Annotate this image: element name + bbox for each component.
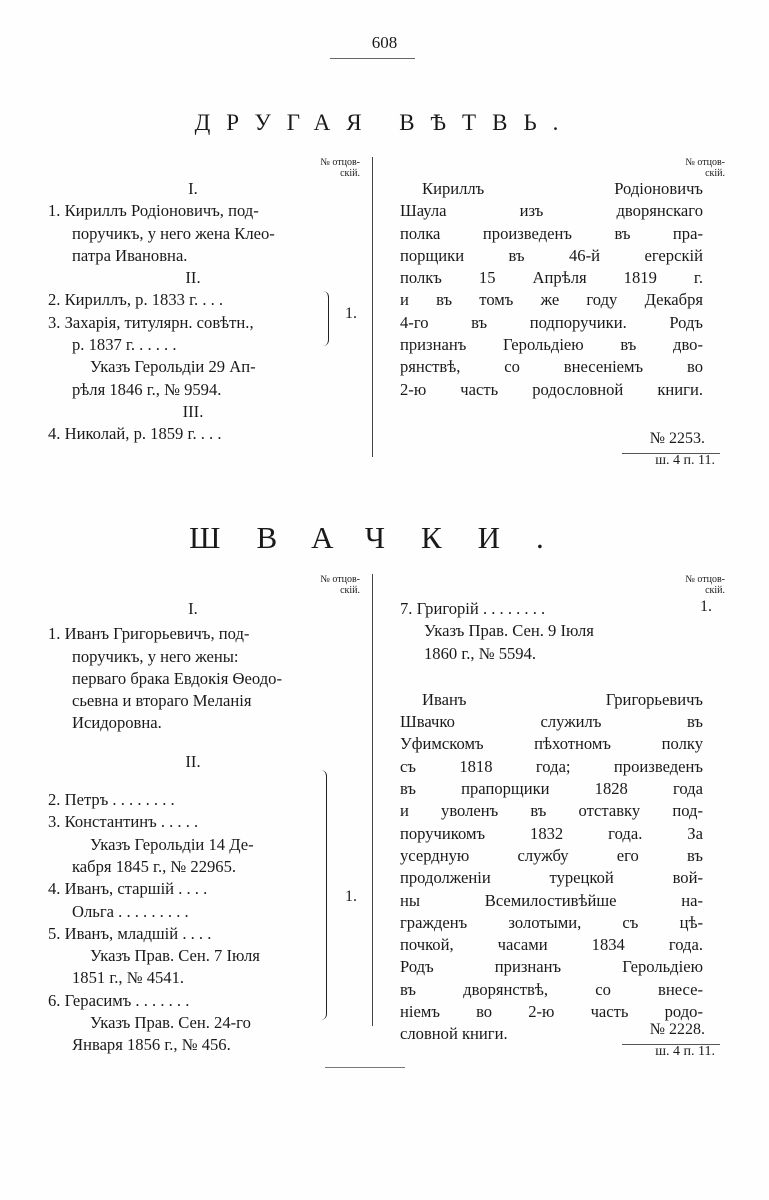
entry-text: сьевна и втораго Меланія	[72, 691, 252, 711]
entry-text: 4. Николай, р. 1859 г. . . .	[48, 424, 222, 444]
decree-text: Указъ Герольдіи 14 Де-	[90, 834, 254, 854]
brace-2	[320, 770, 327, 1020]
otc-label-left-1: № отцов- скій.	[320, 157, 360, 179]
bio-line: продолженіи турецкой вой-	[400, 868, 703, 888]
father-ref-1: 1.	[345, 305, 357, 322]
section-title-other-branch: ДРУГАЯ ВѢТВЬ.	[194, 110, 575, 135]
brace-1	[322, 291, 329, 346]
bio-line: въ прапорщики 1828 года	[400, 779, 703, 799]
register-number-1: № 2253.	[649, 430, 705, 447]
bio-line: порщики въ 46-й егерскій	[400, 245, 703, 265]
column-divider-1	[372, 157, 373, 457]
page-number-rule	[330, 58, 415, 59]
bio-line: Кириллъ Родіоновичъ	[422, 179, 703, 198]
otc-label-left-2: № отцов- скій.	[320, 574, 360, 596]
decree-text: рѣля 1846 г., № 9594.	[72, 379, 222, 399]
register-number-2: № 2228.	[649, 1021, 705, 1038]
bio-line: ны Всемилостивѣйше на-	[400, 890, 703, 910]
bio-line: Иванъ Григорьевичъ	[422, 689, 703, 709]
generation-heading: II.	[185, 268, 201, 288]
entry-text: 2. Петръ . . . . . . . .	[48, 790, 175, 810]
entry-text: 2. Кириллъ, р. 1833 г. . . .	[48, 290, 224, 310]
generation-heading: III.	[182, 401, 204, 421]
entry-text: поручикъ, у него жена Клео-	[72, 223, 275, 243]
genealogy-left-1	[48, 178, 338, 446]
end-rule	[325, 1067, 405, 1068]
father-ref-7: 1.	[700, 598, 712, 615]
bio-line: усердную службу его въ	[400, 845, 703, 865]
generation-heading: II.	[185, 751, 201, 771]
entry-text: 5. Иванъ, младшій . . . .	[48, 923, 212, 943]
bio-line: почкой, часами 1834 года.	[400, 935, 703, 955]
bio-line: полка произведенъ въ пра-	[400, 223, 703, 243]
generation-heading: I.	[188, 179, 198, 198]
bio-line: гражденъ золотыми, съ цѣ-	[400, 912, 703, 932]
entry-text: 1. Иванъ Григорьевичъ, под-	[48, 624, 250, 644]
bio-line: ніемъ во 2-ю часть родо-	[400, 1002, 703, 1022]
entry-text: р. 1837 г. . . . . .	[72, 335, 177, 355]
entry-text: Ольга . . . . . . . . .	[72, 901, 189, 921]
column-divider-2	[372, 574, 373, 1026]
bio-line: Швачко служилъ въ	[400, 712, 703, 732]
genealogy-left-2	[48, 598, 338, 1057]
page-number: 608	[371, 33, 398, 52]
otc-label-right-1: № отцов- скій.	[685, 157, 725, 179]
bio-line: рянствѣ, со внесеніемъ во	[400, 357, 703, 377]
biography-2	[400, 598, 703, 1046]
bio-line: Шаула изъ дворянскаго	[400, 201, 703, 221]
bio-line: словной книги.	[400, 1024, 508, 1044]
entry-text: 4. Иванъ, старшій . . . .	[48, 879, 208, 899]
entry-text: 6. Герасимъ . . . . . . .	[48, 990, 190, 1010]
entry-text: 1. Кириллъ Родіоновичъ, под-	[48, 201, 259, 221]
entry-text: Исидоровна.	[72, 713, 162, 733]
bio-line: и въ томъ же году Декабря	[400, 290, 703, 310]
bio-line: признанъ Герольдіею въ дво-	[400, 335, 703, 355]
father-ref-2: 1.	[345, 888, 357, 905]
biography-1	[400, 178, 703, 401]
decree-text: 1851 г., № 4541.	[72, 968, 185, 988]
decree-text: Указъ Прав. Сен. 9 Іюля	[424, 621, 594, 641]
register-location-1: ш. 4 п. 11.	[655, 453, 715, 468]
bio-line: 4-го въ подпоручики. Родъ	[400, 312, 703, 332]
decree-text: 1860 г., № 5594.	[424, 643, 537, 663]
register-location-2: ш. 4 п. 11.	[655, 1044, 715, 1059]
entry-text: 3. Константинъ . . . . .	[48, 812, 199, 832]
bio-line: Уфимскомъ пѣхотномъ полку	[400, 734, 703, 754]
entry-text: перваго брака Евдокія Ѳеодо-	[72, 668, 282, 688]
bio-line: Родъ признанъ Герольдіею	[400, 957, 703, 977]
bio-line: 2-ю часть родословной книги.	[400, 379, 703, 399]
decree-text: Указъ Герольдіи 29 Ап-	[90, 357, 256, 377]
entry-text: 7. Григорій . . . . . . . .	[400, 599, 546, 618]
bio-line: въ дворянствѣ, со внесе-	[400, 979, 703, 999]
bio-line: съ 1818 года; произведенъ	[400, 756, 703, 776]
bio-line: поручикомъ 1832 года. За	[400, 823, 703, 843]
decree-text: Указъ Прав. Сен. 7 Іюля	[90, 946, 260, 966]
bio-line: и уволенъ въ отставку под-	[400, 801, 703, 821]
decree-text: Указъ Прав. Сен. 24-го	[90, 1013, 251, 1033]
generation-heading: I.	[188, 599, 198, 618]
entry-text: патра Ивановна.	[72, 245, 188, 265]
bio-line: полкъ 15 Апрѣля 1819 г.	[400, 268, 703, 288]
decree-text: кабря 1845 г., № 22965.	[72, 856, 237, 876]
entry-text: 3. Захарія, титулярн. совѣтн.,	[48, 312, 254, 332]
decree-text: Января 1856 г., № 456.	[72, 1035, 231, 1055]
entry-text: поручикъ, у него жены:	[72, 646, 239, 666]
otc-label-right-2: № отцов- скій.	[685, 574, 725, 596]
section-title-shvachki: ШВАЧКИ.	[189, 520, 580, 555]
